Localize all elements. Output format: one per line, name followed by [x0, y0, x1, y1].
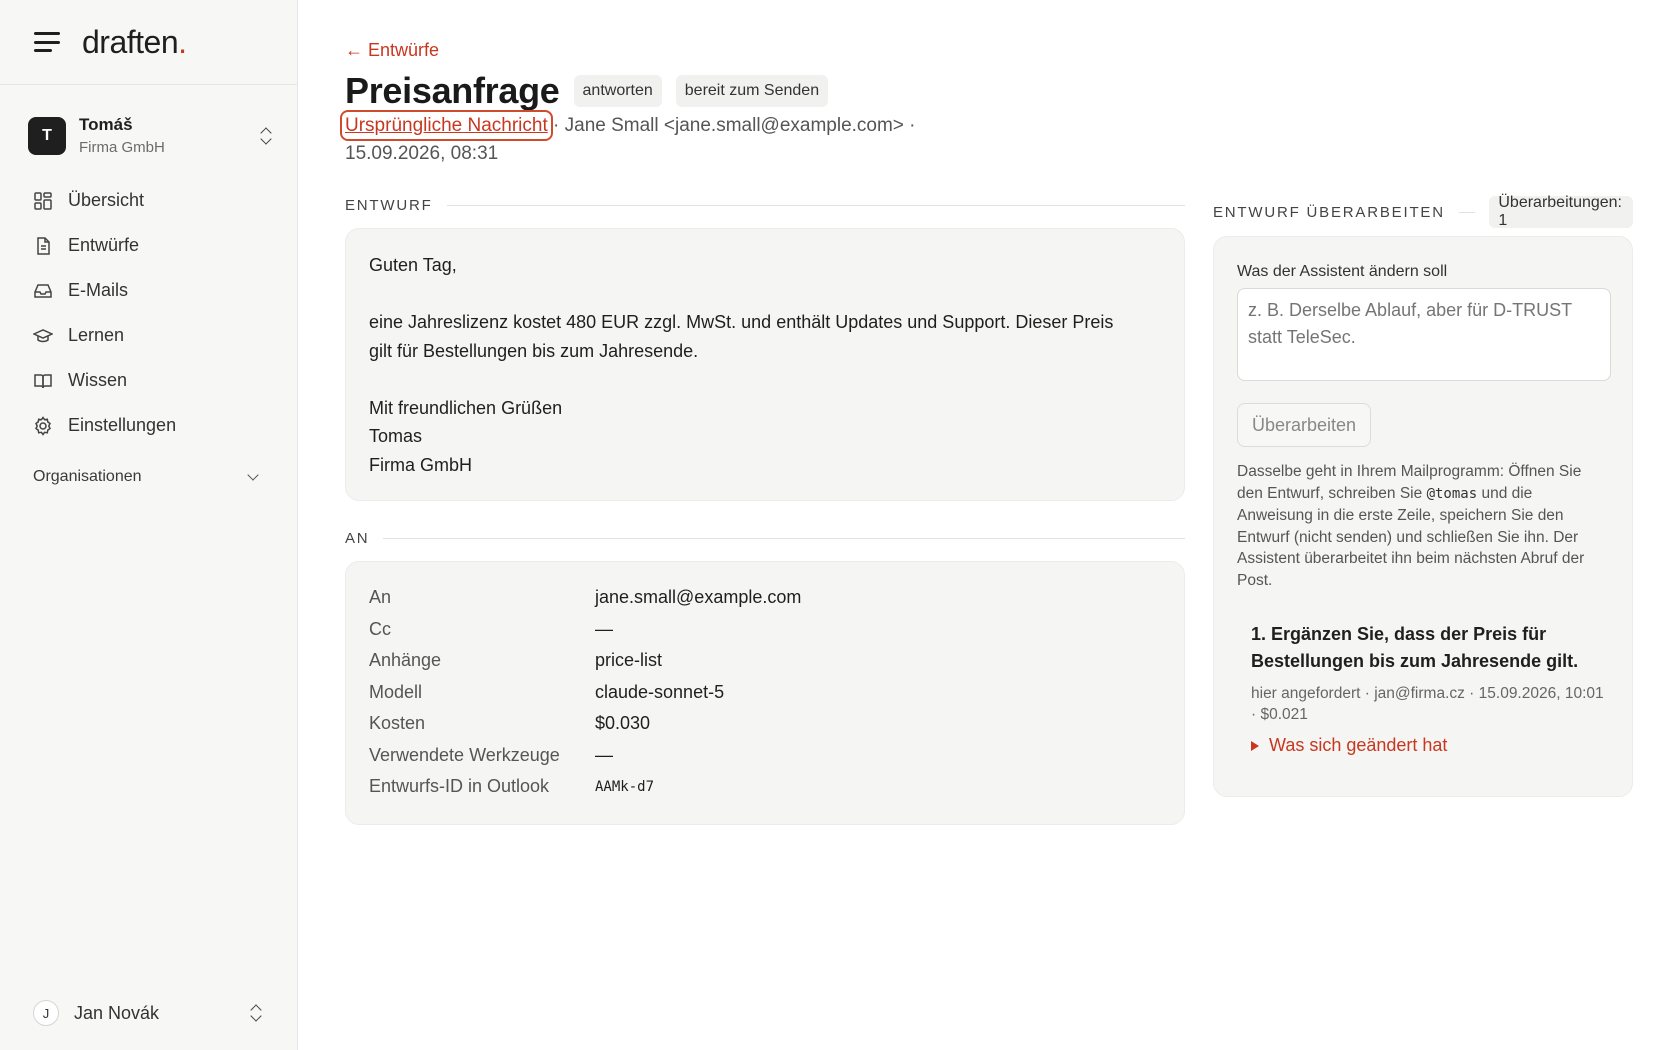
- user-avatar: J: [33, 1000, 59, 1026]
- account-name: Tomáš: [79, 115, 133, 134]
- help-text-part: und die Anweisung in die erste Zeile, speichern Sie den Entwurf (nicht senden) und schließen Sie ihn. Der Assistent überarbeitet ihn beim nächsten Abruf der Post.: [1237, 484, 1585, 589]
- detail-value: jane.small@example.com: [595, 587, 802, 608]
- sidebar-item-wissen[interactable]: [0, 358, 297, 403]
- detail-row: [369, 740, 1161, 772]
- help-text: [1237, 461, 1609, 591]
- draft-line: Guten Tag,: [369, 255, 457, 275]
- inbox-icon: [33, 281, 53, 301]
- detail-row: [369, 677, 1161, 709]
- recipient-details-card: [345, 561, 1185, 825]
- revision-count-badge: Überarbeitungen: 1: [1489, 196, 1633, 228]
- sidebar-item-uebersicht[interactable]: [0, 178, 297, 223]
- revise-card: [1213, 236, 1633, 797]
- detail-key: Kosten: [369, 713, 426, 734]
- title-row: [345, 70, 828, 112]
- gear-icon: [33, 416, 53, 436]
- detail-row: [369, 771, 1161, 803]
- detail-row: [369, 645, 1161, 677]
- sidebar-item-entwuerfe[interactable]: [0, 223, 297, 268]
- what-changed-toggle[interactable]: [1251, 735, 1609, 756]
- account-switcher[interactable]: [28, 115, 273, 156]
- logo[interactable]: [82, 24, 187, 61]
- sidebar: [0, 0, 298, 1050]
- status-badge-reply: antworten: [574, 75, 662, 107]
- revise-button[interactable]: Überarbeiten: [1237, 403, 1371, 447]
- main-content: [345, 0, 1680, 1050]
- logo-text: draften: [82, 23, 179, 60]
- help-mention-code: @tomas: [1426, 485, 1478, 502]
- detail-value: price-list: [595, 650, 663, 671]
- detail-value: —: [595, 618, 613, 639]
- instruction-input[interactable]: [1237, 288, 1611, 381]
- menu-icon[interactable]: [34, 32, 60, 52]
- divider: [1459, 212, 1476, 213]
- detail-key: Entwurfs-ID in Outlook: [369, 776, 550, 797]
- user-menu[interactable]: [33, 1000, 263, 1026]
- sidebar-item-label: Einstellungen: [68, 415, 177, 435]
- revision-title: 1. Ergänzen Sie, dass der Preis für Bestellungen bis zum Jahresende gilt.: [1251, 624, 1579, 671]
- document-icon: [33, 236, 53, 256]
- detail-row: [369, 708, 1161, 740]
- sidebar-item-label: E-Mails: [68, 280, 129, 300]
- sidebar-item-emails[interactable]: [0, 268, 297, 313]
- draft-line: Tomas: [369, 426, 423, 446]
- organisations-label: Organisationen: [33, 468, 142, 485]
- detail-key: Modell: [369, 681, 423, 702]
- sidebar-item-label: Entwürfe: [68, 235, 140, 255]
- sidebar-item-label: Wissen: [68, 370, 128, 390]
- chevron-down-icon: [247, 469, 258, 480]
- detail-row: [369, 582, 1161, 614]
- draft-line: [369, 280, 1161, 309]
- divider: [383, 538, 1185, 539]
- user-name: Jan Novák: [74, 1002, 160, 1023]
- original-message-link[interactable]: Ursprüngliche Nachricht: [345, 115, 548, 136]
- what-changed-label: Was sich geändert hat: [1269, 735, 1448, 755]
- draft-section-label: ENTWURF: [345, 197, 433, 214]
- organisations-toggle[interactable]: [33, 468, 263, 486]
- meta-sender: · Jane Small <jane.small@example.com> ·: [547, 115, 916, 136]
- sidebar-item-label: Lernen: [68, 325, 125, 345]
- brand-bar: [0, 0, 297, 85]
- divider: [447, 205, 1185, 206]
- sidebar-item-label: Übersicht: [68, 190, 145, 210]
- detail-value: —: [595, 744, 613, 765]
- revise-section-label: ENTWURF ÜBERARBEITEN: [1213, 203, 1445, 221]
- message-meta: [345, 112, 965, 168]
- book-icon: [33, 371, 53, 391]
- recipient-section-header: [345, 530, 1185, 547]
- disclosure-triangle-icon: [1251, 741, 1259, 751]
- chevron-updown-icon: [249, 1004, 263, 1022]
- detail-key: Anhänge: [369, 650, 442, 671]
- detail-key: Verwendete Werkzeuge: [369, 744, 560, 765]
- detail-value: AAMk-d7: [595, 778, 655, 795]
- instruction-label: Was der Assistent ändern soll: [1237, 263, 1448, 280]
- draft-line: Firma GmbH: [369, 454, 472, 475]
- sidebar-item-lernen[interactable]: [0, 313, 297, 358]
- grid-icon: [33, 191, 53, 211]
- recipient-section-label: AN: [345, 530, 370, 547]
- draft-line: Mit freundlichen Grüßen: [369, 397, 563, 418]
- chevron-updown-icon: [259, 127, 273, 145]
- draft-body-card: [345, 228, 1185, 501]
- sidebar-nav: [0, 178, 297, 448]
- back-to-drafts-link[interactable]: ← Entwürfe: [345, 40, 440, 60]
- revision-item: [1237, 621, 1609, 756]
- draft-line: eine Jahreslizenz kostet 480 EUR zzgl. MwSt. und enthält Updates und Support. Dieser Preis: [369, 312, 1114, 332]
- draft-line: [369, 365, 1161, 394]
- status-badge-ready: bereit zum Senden: [676, 75, 828, 107]
- graduation-cap-icon: [33, 326, 53, 346]
- detail-row: [369, 614, 1161, 646]
- logo-dot: .: [178, 23, 187, 60]
- help-text-part: Dasselbe geht in Ihrem Mailprogramm: Öffnen Sie den Entwurf, schreiben Sie: [1237, 463, 1582, 502]
- detail-key: An: [369, 587, 392, 608]
- page-title: Preisanfrage: [345, 70, 560, 111]
- account-avatar: T: [28, 117, 66, 155]
- sidebar-item-einstellungen[interactable]: [0, 403, 297, 448]
- meta-date: 15.09.2026, 08:31: [345, 143, 499, 164]
- draft-section-header: [345, 197, 1185, 214]
- detail-key: Cc: [369, 618, 391, 639]
- revision-meta: hier angefordert · jan@firma.cz · 15.09.2026, 10:01 · $0.021: [1251, 685, 1604, 723]
- account-org: Firma GmbH: [79, 139, 165, 156]
- detail-value: $0.030: [595, 713, 651, 734]
- detail-value: claude-sonnet-5: [595, 681, 725, 702]
- draft-line: gilt für Bestellungen bis zum Jahresende.: [369, 340, 699, 361]
- revise-section-header: [1213, 196, 1633, 228]
